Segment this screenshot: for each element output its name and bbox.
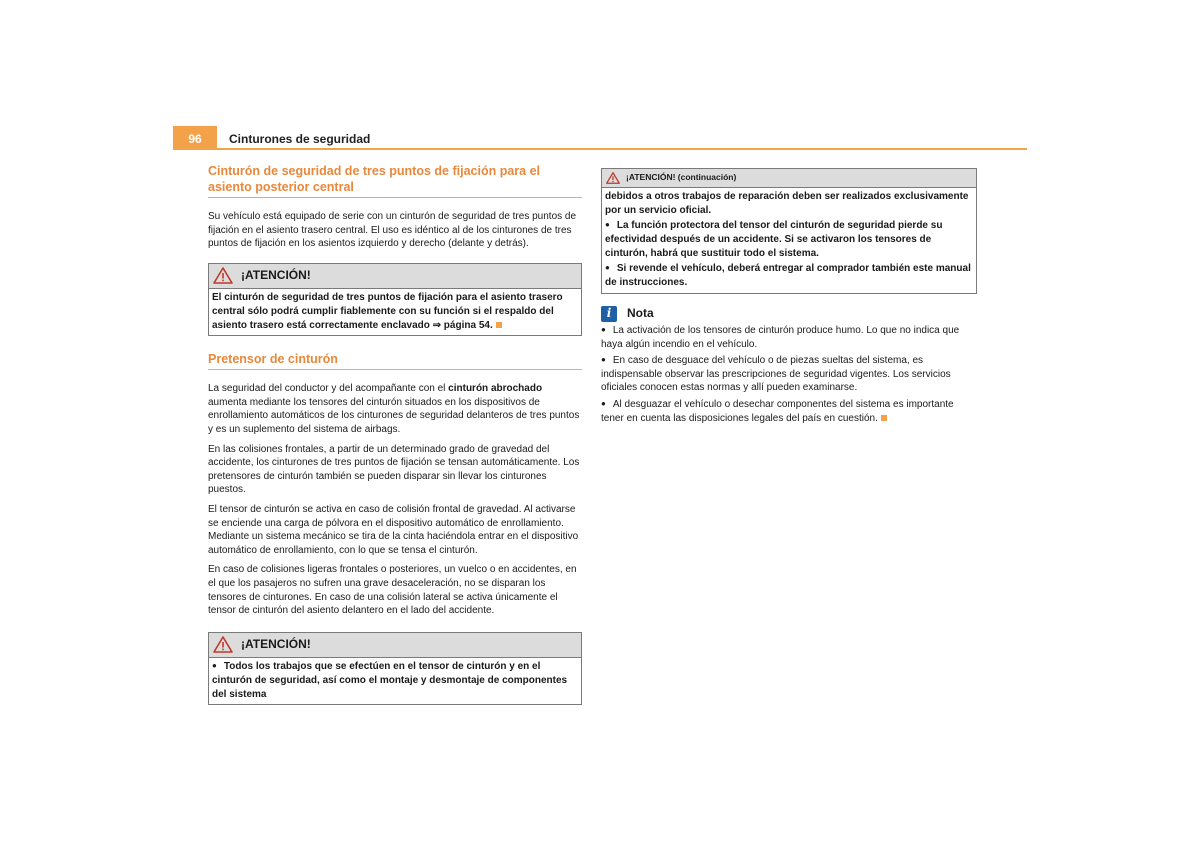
warning-body [602, 188, 976, 293]
warning-box [208, 263, 582, 336]
warning-bullet: ● La función protectora del tensor del cinturón de seguridad pierde su efectividad después de un accidente. Si se activaron los tensores de cinturón, habrá que sustituir todo el sistema. [605, 219, 973, 261]
warning-box [208, 632, 582, 705]
paragraph: En caso de colisiones ligeras frontales o posteriores, un vuelco o en accidentes, en el que los pasajeros no sufren una grave desaceleración, no se disparan los tensores de cinturones. En caso de una colisión lateral se activa únicamente el tensor de cinturón del asiento delantero en el lado del accidente. [208, 564, 577, 617]
section-title-pretensor: Pretensor de cinturón [208, 352, 582, 371]
page-number: 96 [173, 126, 217, 150]
warning-box-continued [601, 168, 977, 294]
note-body [601, 324, 977, 425]
warning-header [209, 264, 581, 289]
warning-text: debidos a otros trabajos de reparación deben ser realizados exclusivamente por un servicio oficial. [605, 191, 969, 216]
info-icon: i [601, 306, 617, 322]
warning-triangle-icon [213, 267, 233, 284]
page-header [173, 126, 1027, 150]
chapter-title: Cinturones de seguridad [229, 132, 371, 146]
note-bullet: ● La activación de los tensores de cinturón produce humo. Lo que no indica que haya algún incendio en el vehículo. [601, 324, 977, 351]
intro-paragraph: Su vehículo está equipado de serie con un cinturón de seguridad de tres puntos de fijación en el asiento trasero central. El uso es idéntico al de los cinturones de tres puntos de fijación en los asientos izquierdo y derecho (delante y detrás). [208, 211, 577, 250]
paragraph: En las colisiones frontales, a partir de un determinado grado de gravedad del accidente, los cinturones de tres puntos de fijación se tensan automáticamente. Los pretensores de cinturón también se pueden disparar sin llevar los cinturones puestos. [208, 443, 580, 496]
warning-body [209, 289, 581, 335]
warning-header [602, 169, 976, 188]
end-mark [881, 415, 887, 421]
warning-bullet: ● Si revende el vehículo, deberá entregar al comprador también este manual de instrucciones. [605, 262, 973, 290]
note-title: Nota [627, 306, 654, 321]
left-column [208, 164, 582, 717]
note-header [601, 306, 977, 322]
warning-header [209, 633, 581, 658]
note-bullet: ● En caso de desguace del vehículo o de piezas sueltas del sistema, es indispensable observar las prescripciones de seguridad vigentes. Los servicios oficiales conocen estas normas y allí pueden examinarse. [601, 354, 977, 395]
bold-term: cinturón abrochado [448, 383, 543, 395]
warning-body [209, 658, 581, 704]
header-rule [173, 148, 1027, 150]
warning-title: ¡ATENCIÓN! [241, 267, 311, 282]
warning-triangle-icon [606, 172, 620, 184]
right-column [601, 168, 977, 428]
warning-bullet: ● Todos los trabajos que se efectúen en el tensor de cinturón y en el cinturón de seguridad, así como el montaje y desmontaje de componentes del sistema [212, 661, 567, 700]
note-bullet: ● Al desguazar el vehículo o desechar componentes del sistema es importante tener en cuenta las disposiciones legales del país en cuestión. [601, 398, 977, 425]
warning-title: ¡ATENCIÓN! (continuación) [626, 172, 737, 183]
end-mark [496, 322, 502, 328]
section-title-central-belt: Cinturón de seguridad de tres puntos de fijación para el asiento posterior central [208, 164, 582, 198]
paragraph: El tensor de cinturón se activa en caso de colisión frontal de gravedad. Al activarse se enciende una carga de pólvora en el dispositivo automático de enrollamiento. Mediante un sistema mecánico se tira de la cinta haciéndola entrar en el dispositivo automático de enrollamiento, con lo que se tensa el cinturón. [208, 504, 579, 556]
warning-text: El cinturón de seguridad de tres puntos de fijación para el asiento trasero central sólo podrá cumplir fiablemente con su función si el respaldo del asiento trasero está correctamente enclavado ⇒ página 54. [212, 291, 563, 331]
paragraph: La seguridad del conductor y del acompañante con el cinturón abrochado aumenta mediante los tensores del cinturón situados en los dispositivos de enrollamiento automáticos de los cinturones de seguridad delanteros de tres puntos y es un suplemento del sistema de airbags. [208, 383, 580, 436]
warning-title: ¡ATENCIÓN! [241, 636, 311, 651]
warning-triangle-icon [213, 636, 233, 653]
